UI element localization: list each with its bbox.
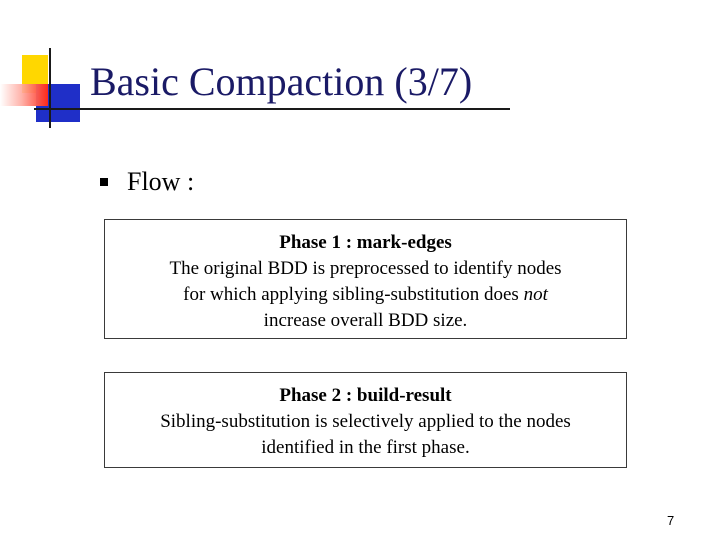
phase-1-line-3: increase overall BDD size.	[263, 310, 468, 331]
phase-1-box	[104, 219, 627, 339]
phase-2-title: Phase 2 : build-result	[279, 385, 452, 406]
phase-1-title: Phase 1 : mark-edges	[279, 232, 452, 253]
page-number: 7	[667, 513, 675, 528]
title-underline	[34, 108, 510, 110]
phase-1-line-1: The original BDD is preprocessed to identify nodes	[169, 258, 562, 279]
phase-1-line-2	[105, 282, 626, 308]
decorative-vertical-line	[49, 48, 51, 128]
phase-2-line-1: Sibling-substitution is selectively applied to the nodes	[160, 411, 571, 432]
phase-2-box	[104, 372, 627, 468]
slide-title: Basic Compaction (3/7)	[90, 59, 473, 104]
bullet-text: Flow :	[127, 167, 195, 196]
phase-1-line-2-text: for which applying sibling-substitution does	[183, 284, 524, 305]
decorative-red-bar	[0, 84, 48, 106]
phase-1-emphasis: not	[523, 284, 548, 305]
phase-2-line-2: identified in the first phase.	[261, 437, 470, 458]
bullet-square-icon	[100, 178, 108, 186]
